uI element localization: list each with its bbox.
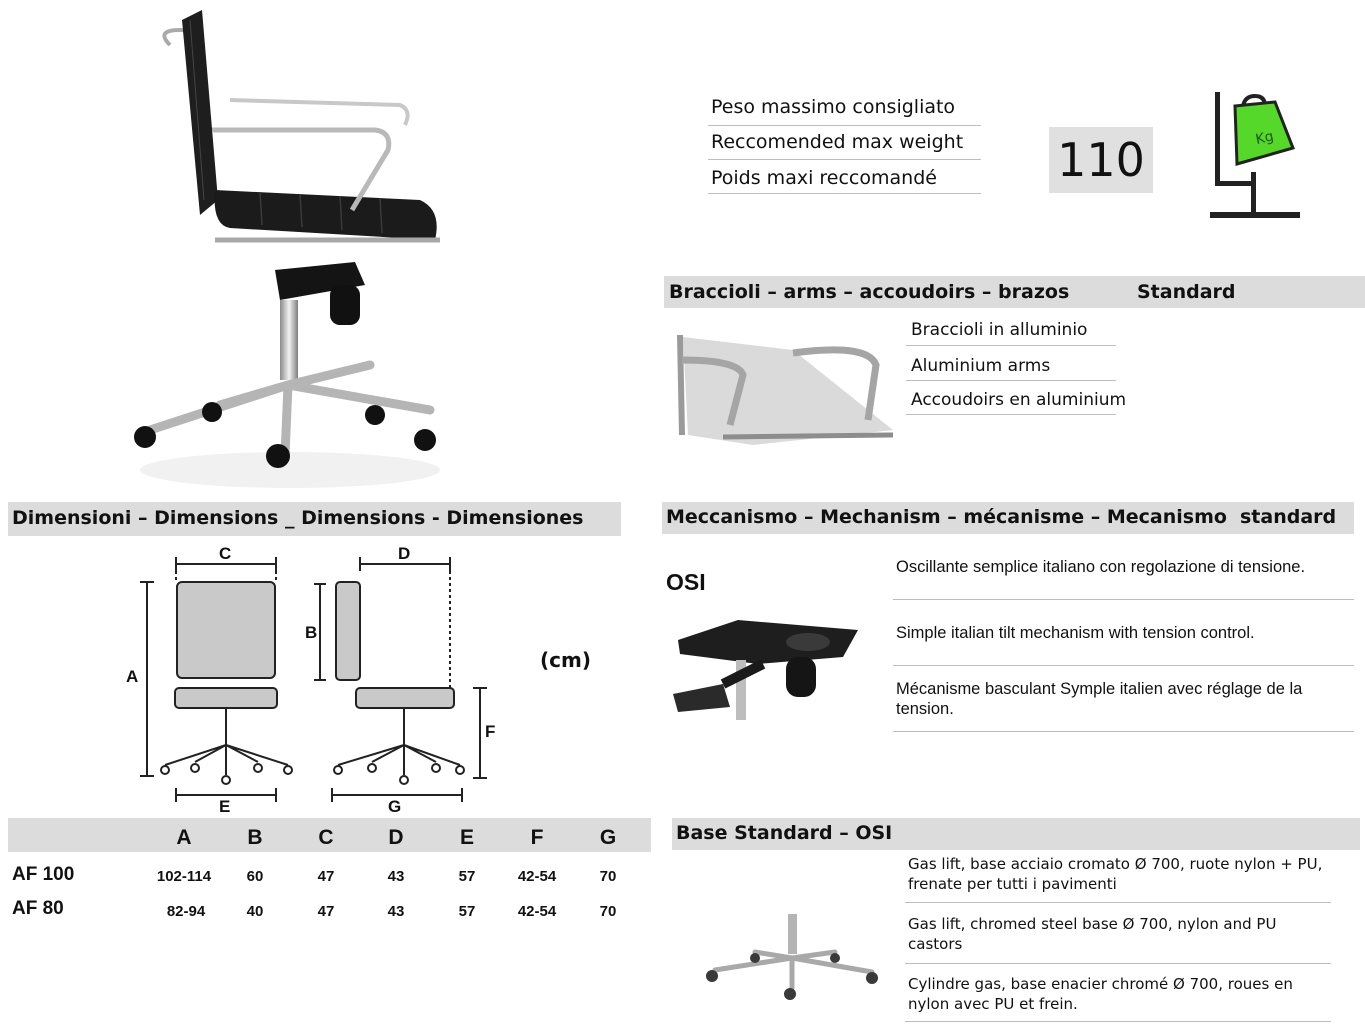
weight-value-box	[1049, 127, 1153, 193]
column-header-d: D	[388, 826, 404, 849]
arms-line-it: Braccioli in alluminio	[911, 320, 1088, 340]
column-header-e: E	[459, 826, 474, 849]
table-cell: 102-114	[156, 868, 212, 885]
table-cell: 43	[387, 868, 405, 885]
divider	[708, 193, 981, 194]
arms-line-fr: Accoudoirs en aluminium	[911, 390, 1127, 410]
dimension-diagram	[120, 540, 500, 820]
dim-label-a: A	[126, 667, 139, 686]
base-photo	[700, 910, 885, 1005]
dim-label-b: B	[305, 623, 318, 642]
divider	[905, 902, 1331, 903]
divider	[906, 380, 1116, 381]
divider	[708, 125, 981, 126]
table-cell: 43	[387, 903, 405, 920]
dim-label-g: G	[388, 797, 402, 816]
table-cell: 70	[599, 903, 617, 920]
model-name: AF 100	[12, 864, 75, 885]
base-line-fr: Cylindre gas, base enacier chromé Ø 700, roues en nylon avec PU et frein.	[908, 975, 1293, 1013]
model-name: AF 80	[12, 898, 64, 919]
weight-label-it: Peso massimo consigliato	[711, 96, 956, 118]
table-cell: 57	[458, 903, 476, 920]
kg-weight-icon	[1205, 88, 1305, 223]
base-heading: Base Standard – OSI	[676, 822, 893, 844]
weight-label-fr: Poids maxi reccomandé	[711, 167, 937, 189]
weight-value: 110	[1057, 133, 1145, 187]
arms-line-en: Aluminium arms	[911, 356, 1051, 376]
dim-label-e: E	[219, 797, 231, 816]
column-header-a: A	[176, 826, 192, 849]
column-header-c: C	[318, 826, 334, 849]
mechanism-line-it: Oscillante semplice italiano con regolazione di tensione.	[896, 558, 1306, 576]
dimensions-heading: Dimensioni – Dimensions _ Dimensions - Dimensiones	[12, 507, 584, 529]
kg-label: Kg	[1254, 128, 1276, 149]
divider	[708, 159, 981, 160]
divider	[893, 599, 1354, 600]
divider	[905, 963, 1331, 964]
table-cell: 42-54	[517, 868, 557, 885]
column-header-b: B	[247, 826, 263, 849]
table-cell: 47	[317, 903, 335, 920]
dim-label-d: D	[398, 544, 411, 563]
dim-label-c: C	[219, 544, 232, 563]
chair-photo	[120, 0, 460, 495]
divider	[893, 665, 1354, 666]
mechanism-photo	[668, 612, 868, 727]
dim-label-f: F	[485, 722, 496, 741]
mechanism-heading: Meccanismo – Mechanism – mécanisme – Mecanismo	[666, 506, 1227, 528]
column-header-g: G	[599, 826, 617, 849]
mechanism-line-en: Simple italian tilt mechanism with tension control.	[896, 624, 1255, 642]
mechanism-standard: standard	[1240, 506, 1337, 528]
unit-label: (cm)	[540, 648, 591, 672]
weight-label-en: Reccomended max weight	[711, 131, 964, 153]
column-header-f: F	[530, 826, 544, 849]
table-cell: 42-54	[517, 903, 557, 920]
arms-photo	[668, 325, 903, 455]
arms-heading: Braccioli – arms – accoudoirs – brazos	[669, 281, 1070, 303]
table-cell: 47	[317, 868, 335, 885]
base-line-it: Gas lift, base acciaio cromato Ø 700, ruote nylon + PU, frenate per tutti i pavimenti	[908, 855, 1323, 893]
base-line-en: Gas lift, chromed steel base Ø 700, nylon and PU castors	[908, 915, 1277, 953]
divider	[906, 345, 1116, 346]
arms-standard: Standard	[1137, 281, 1236, 303]
table-cell: 57	[458, 868, 476, 885]
divider	[905, 1021, 1331, 1022]
divider	[893, 731, 1354, 732]
divider	[906, 414, 1116, 415]
mechanism-code: OSI	[666, 569, 706, 595]
table-cell: 82-94	[166, 903, 206, 920]
table-cell: 40	[246, 903, 264, 920]
table-cell: 70	[599, 868, 617, 885]
table-cell: 60	[246, 868, 264, 885]
mechanism-line-fr: Mécanisme basculant Symple italien avec réglage de la tension.	[896, 680, 1303, 718]
